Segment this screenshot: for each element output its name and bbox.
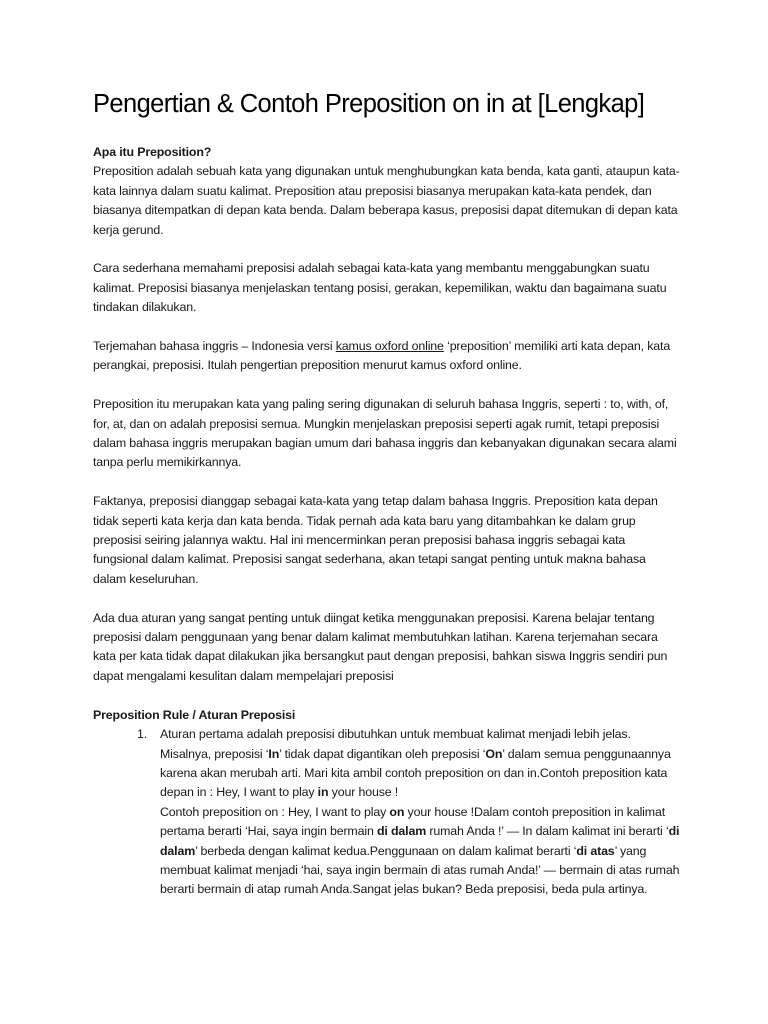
rule-text: ’ dalam semua penggunaannya karena akan merubah arti. Mari kita ambil contoh preposition on dan in.Contoh preposition kata depan in : Hey, I want to play	[160, 746, 671, 800]
bold-term: on	[389, 804, 405, 819]
rule-text: ’ berbeda dengan kalimat kedua.Penggunaan on dalam kalimat berarti ‘	[195, 843, 577, 858]
paragraph-translation-before: Terjemahan bahasa inggris – Indonesia versi	[93, 339, 336, 354]
rule-text: your house !Dalam contoh preposition in kalimat pertama berarti ‘Hai, saya ingin bermain	[160, 804, 665, 839]
paragraph-facts: Faktanya, preposisi dianggap sebagai kata-kata yang tetap dalam bahasa Inggris. Preposition kata depan tidak seperti kata kerja dan kata benda. Tidak pernah ada kata baru yang ditambahkan ke dalam grup preposisi seiring jalannya waktu. Hal ini mencerminkan peran preposisi bahasa inggris sebagai kata fungsional dalam kalimat. Preposisi sangat sederhana, akan tetapi sangat penting untuk makna bahasa dalam keseluruhan.	[93, 494, 658, 586]
page-title: Pengertian & Contoh Preposition on in at [Lengkap]	[93, 90, 645, 118]
document-body	[93, 143, 682, 900]
list-item-rule-1	[93, 725, 682, 900]
rule-text: your house !	[328, 785, 399, 800]
rule-number: 1.	[137, 727, 148, 742]
bold-term: di dalam	[160, 824, 680, 858]
bold-term: In	[268, 746, 280, 761]
bold-term: On	[485, 746, 503, 761]
rule-text: ’ tidak dapat digantikan oleh preposisi ‘	[279, 746, 486, 761]
paragraph-most-used-words: Preposition itu merupakan kata yang paling sering digunakan di seluruh bahasa Inggris, seperti : to, with, of, for, at, dan on adalah preposisi semua. Mungkin menjelaskan preposisi seperti agak rumit, tetapi preposisi dalam bahasa inggris merupakan bagian umum dari bahasa inggris dan kebanyakan digunakan secara alami tanpa perlu memikirkannya.	[93, 397, 677, 470]
paragraph-two-rules: Ada dua aturan yang sangat penting untuk diingat ketika menggunakan preposisi. Karena belajar tentang preposisi dalam penggunaan yang benar dalam kalimat membutuhkan latihan. Karena terjemahan secara kata per kata tidak dapat dilakukan jika bersangkut paut dengan preposisi, bahkan siswa Inggris sendiri pun dapat mengalami kesulitan dalam mempelajari preposisi	[93, 610, 668, 683]
bold-term: in	[317, 785, 329, 800]
section-heading-what-is-preposition: Apa itu Preposition?	[93, 145, 212, 159]
bold-term: di atas	[576, 843, 615, 858]
section-heading-preposition-rule: Preposition Rule / Aturan Preposisi	[93, 707, 296, 722]
rule-text: ’ yang membuat kalimat menjadi ‘hai, saya ingin bermain di atas rumah Anda!’ — bermain di atas rumah berarti bermain di atap rumah Anda.Sangat jelas bukan? Beda preposisi, beda pula artinya.	[160, 843, 680, 897]
paragraph-definition: Preposition adalah sebuah kata yang digunakan untuk menghubungkan kata benda, kata ganti, ataupun kata-kata lainnya dalam suatu kalimat. Preposition atau preposisi biasanya merupakan kata-kata pendek, dan biasanya ditempatkan di depan kata benda. Dalam beberapa kasus, preposisi dapat ditemukan di depan kata kerja gerund.	[93, 164, 680, 237]
oxford-dictionary-link[interactable]: kamus oxford online	[335, 339, 444, 354]
rule-text: rumah Anda !’ — In dalam kalimat ini berarti ‘	[426, 824, 669, 839]
rule-text: Contoh preposition on : Hey, I want to play	[160, 804, 390, 819]
bold-term: di dalam	[377, 824, 427, 839]
rules-list	[93, 725, 682, 900]
paragraph-translation	[93, 337, 682, 376]
paragraph-simple-understanding: Cara sederhana memahami preposisi adalah sebagai kata-kata yang membantu menggabungkan suatu kalimat. Preposisi biasanya menjelaskan tentang posisi, gerakan, kepemilikan, waktu dan bagaimana suatu tindakan dilakukan.	[93, 261, 667, 315]
paragraph-translation-after: ‘preposition’ memiliki arti kata depan, kata perangkai, preposisi. Itulah pengertian preposition menurut kamus oxford online.	[93, 339, 671, 373]
rule-text: Aturan pertama adalah preposisi dibutuhkan untuk membuat kalimat menjadi lebih jelas. Misalnya, preposisi ‘	[160, 727, 631, 761]
